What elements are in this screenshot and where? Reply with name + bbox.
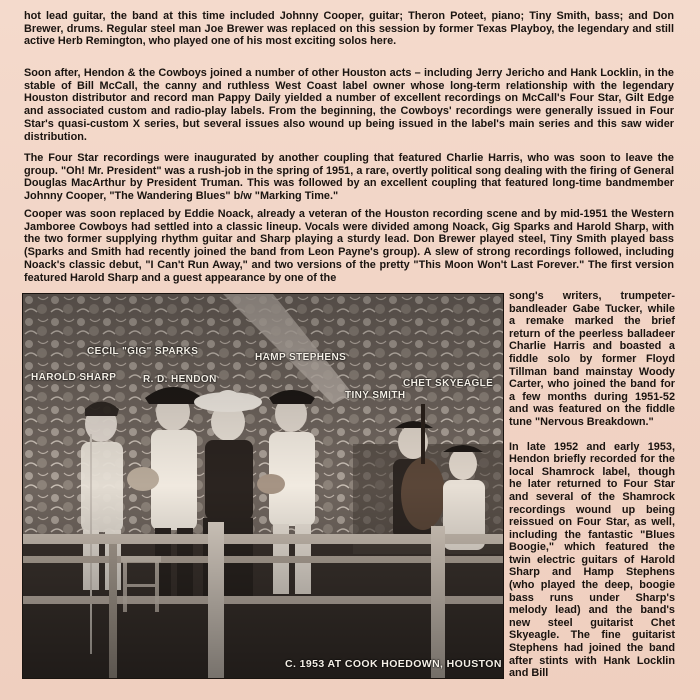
side-column — [509, 290, 675, 680]
caption-gig-sparks: CECIL "GIG" SPARKS — [87, 346, 199, 357]
paragraph-4: Cooper was soon replaced by Eddie Noack, already a veteran of the Houston recording scene and by mid-1951 the Western Jamboree Cowboys had settled into a classic lineup. Vocals were divided among Noack, Gig Sparks and Harold Sharp, with the two former supplying rhythm guitar and Sharp playing a sturdy lead. Don Brewer played steel, Tiny Smith played bass (Sparks and Smith had recently joined the band from Leon Payne's group). A slew of strong recordings followed, including Noack's classic debut, "I Can't Run Away," and two versions of the pretty "This Moon Won't Last Forever." The first version featured Harold Sharp and a guest appearance by one of the — [24, 208, 674, 284]
caption-hamp-stephens: HAMP STEPHENS — [255, 352, 347, 363]
paragraph-2: Soon after, Hendon & the Cowboys joined a number of other Houston acts – including Jerry Jericho and Hank Locklin, in the stable of Bill McCall, the canny and ruthless West Coast label owner whose long-term relationship with the legendary Houston distributor and record man Pappy Daily yielded a number of excellent recordings on McCall's Four Star, Gilt Edge and associated custom and radio-play labels. From the beginning, the Cowboys' recordings were generally issued in Four Star's quasi-custom X series, but several issues also wound up being issued in the label's main series and this saw wider distribution. — [24, 67, 674, 143]
caption-tiny-smith: TINY SMITH — [345, 390, 406, 401]
caption-rd-hendon: R. D. HENDON — [143, 374, 217, 385]
band-photo — [22, 293, 504, 679]
paragraph-1: hot lead guitar, the band at this time included Johnny Cooper, guitar; Theron Poteet, piano; Tiny Smith, bass; and Don Brewer, drums. Regular steel man Joe Brewer was replaced on this session by former Texas Playboy, the legendary and still active Herb Remington, who played one of his most exciting solos here. — [24, 10, 674, 48]
side-paragraph-1: song's writers, trumpeter-bandleader Gabe Tucker, while a remake marked the brief return of the peerless balladeer Charlie Harris and boasted a fiddle solo by former Floyd Tillman band mainstay Woody Carter, who joined the band for a few months during 1951-52 and was featured on the fiddle tune "Nervous Breakdown." — [509, 290, 675, 428]
paragraph-3: The Four Star recordings were inaugurated by another coupling that featured Charlie Harris, who was soon to leave the group. "Oh! Mr. President" was a rush-job in the spring of 1951, a rare, overtly political song dealing with the firing of General Douglas MacArthur by President Truman. This was followed by an excellent coupling that featured long-time bandmember Johnny Cooper, "The Wandering Blues" b/w "Marking Time." — [24, 152, 674, 203]
photo-date-caption: C. 1953 AT COOK HOEDOWN, HOUSTON — [285, 658, 502, 670]
caption-chet-skyeagle: CHET SKYEAGLE — [403, 378, 494, 389]
caption-harold-sharp: HAROLD SHARP — [31, 372, 117, 383]
side-paragraph-2: In late 1952 and early 1953, Hendon briefly recorded for the local Shamrock label, though he later returned to Four Star and several of the Shamrock recordings wound up being reissued on Four Star, as well, including the fantastic "Blues Boogie," which featured the twin electric guitars of Harold Sharp and Hamp Stephens (who played the deep, boogie bass runs under Sharp's melody lead) and the band's new steel guitarist Chet Skyeagle. The fine guitarist Stephens had joined the band after stints with Hank Locklin and Bill — [509, 440, 675, 680]
